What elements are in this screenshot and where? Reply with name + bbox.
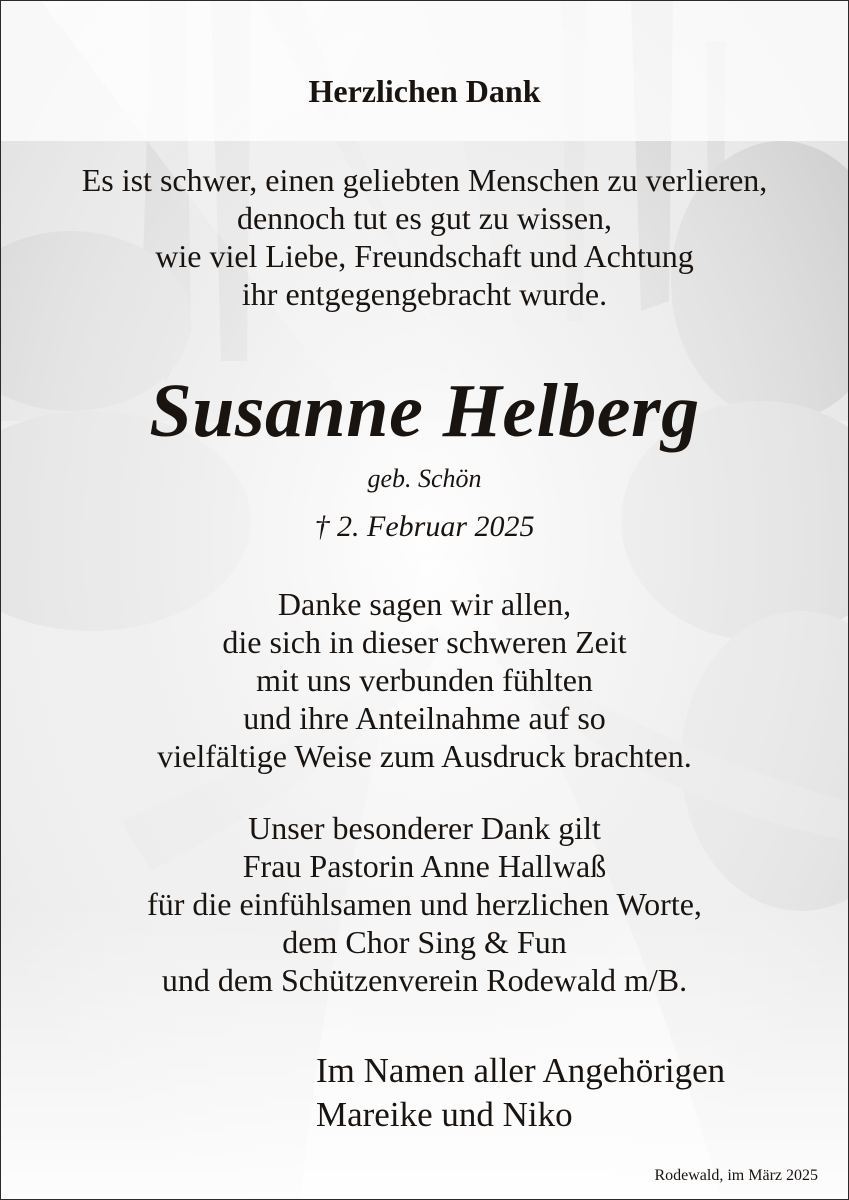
special-thanks-line: und dem Schützenverein Rodewald m/B. [161, 962, 688, 998]
thanks-line: vielfältige Weise zum Ausdruck brachten. [157, 738, 692, 774]
maiden-name: geb. Schön [367, 464, 482, 493]
death-date: † 2. Februar 2025 [314, 510, 535, 543]
thanks-line: Danke sagen wir allen, [277, 586, 572, 622]
thanks-paragraph [1, 585, 848, 775]
thanks-line: und ihre Anteilnahme auf so [243, 700, 606, 736]
special-thanks-paragraph [1, 809, 848, 999]
special-thanks-line: Unser besonderer Dank gilt [248, 810, 601, 846]
deceased-name: Susanne Helberg [149, 369, 700, 453]
special-thanks-line: dem Chor Sing & Fun [282, 924, 567, 960]
special-thanks-line: Frau Pastorin Anne Hallwaß [242, 848, 607, 884]
intro-line: wie viel Liebe, Freundschaft und Achtung [155, 238, 694, 274]
thanks-line: die sich in dieser schweren Zeit [222, 624, 627, 660]
thanks-line: mit uns verbunden fühlten [256, 662, 593, 698]
place-date: Rodewald, im März 2025 [654, 1167, 818, 1184]
intro-line: dennoch tut es gut zu wissen, [236, 200, 613, 236]
notice-heading: Herzlichen Dank [308, 73, 541, 109]
intro-line: Es ist schwer, einen geliebten Menschen zu verlieren, [81, 162, 768, 198]
special-thanks-line: für die einfühlsamen und herzlichen Worte, [147, 886, 702, 922]
signature-line: Mareike und Niko [316, 1095, 573, 1134]
intro-paragraph [1, 161, 848, 313]
signature-line: Im Namen aller Angehörigen [316, 1051, 726, 1090]
intro-line: ihr entgegengebracht wurde. [241, 276, 608, 312]
signature-block [316, 1049, 725, 1137]
